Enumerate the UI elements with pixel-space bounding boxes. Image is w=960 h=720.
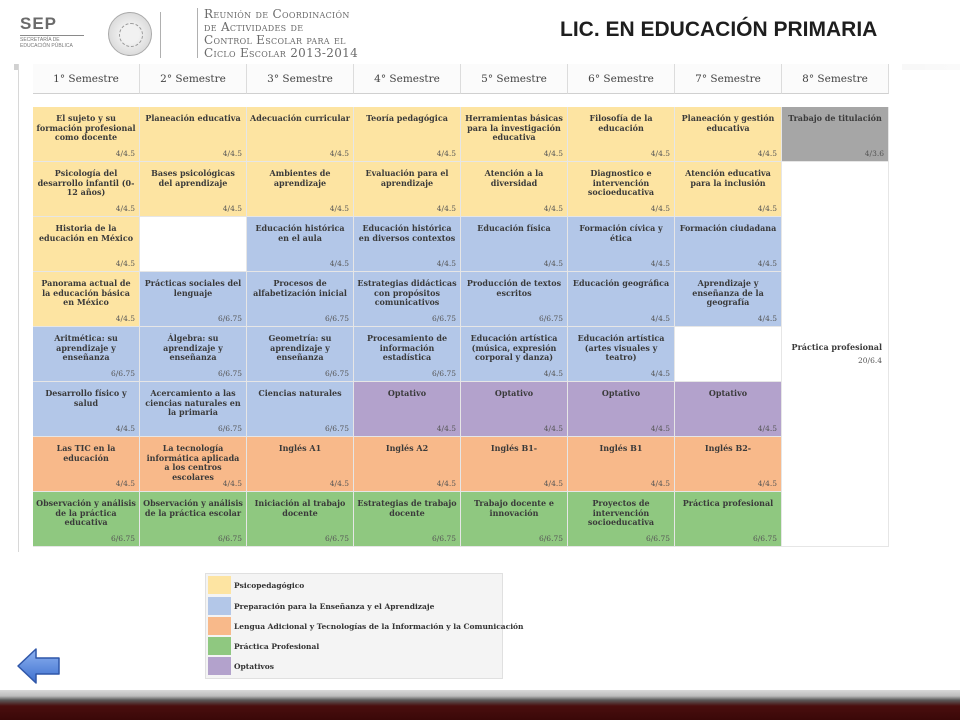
course-c6-4: [568, 272, 675, 327]
course-c6-8: [568, 492, 675, 547]
course-name: Filosofía de la educación: [589, 113, 653, 133]
course-credits: 4/4.5: [543, 478, 563, 488]
course-name: Geometría: su aprendizaje y enseñanza: [268, 333, 332, 362]
legend-label: Práctica Profesional: [234, 641, 320, 651]
course-name: Bases psicológicas del aprendizaje: [151, 168, 235, 188]
course-c2-5: [140, 327, 247, 382]
course-credits: 6/6.75: [325, 423, 349, 433]
program-title: LIC. EN EDUCACIÓN PRIMARIA: [560, 18, 878, 41]
course-c1-6: [33, 382, 140, 437]
semester-header-7: 7° Semestre: [675, 64, 782, 94]
course-credits: 6/6.75: [218, 533, 242, 543]
course-c2-6: [140, 382, 247, 437]
legend-item-prac: [208, 637, 500, 655]
course-credits: 6/6.75: [432, 533, 456, 543]
course-name: Panorama actual de la educación básica en México: [41, 278, 131, 307]
course-c3-4: [247, 272, 354, 327]
course-name: Observación y análisis de la práctica educativa: [36, 498, 136, 527]
sep-wordmark: SEP: [20, 14, 58, 33]
course-name: Optativo: [387, 388, 427, 398]
course-name: Planeación educativa: [145, 113, 241, 123]
course-credits: 4/4.5: [222, 203, 242, 213]
course-credits: 4/4.5: [757, 148, 777, 158]
course-name: Trabajo de titulación: [788, 113, 882, 123]
header-divider: [160, 12, 161, 58]
course-name: Inglés A1: [278, 443, 322, 453]
course-credits: 20/6.4: [858, 355, 882, 365]
course-c8-1: [782, 107, 889, 162]
semester-header-3: 3° Semestre: [247, 64, 354, 94]
meeting-title: Reunión de Coordinación de Actividades de Control Escolar para el Ciclo Escolar 2013-2014: [204, 7, 359, 60]
course-c3-6: [247, 382, 354, 437]
legend-swatch: [208, 637, 231, 655]
course-name: Educación física: [477, 223, 551, 233]
course-c1-1: [33, 107, 140, 162]
course-c8-2: [782, 162, 889, 547]
legend-label: Lengua Adicional y Tecnologías de la Información y la Comunicación: [234, 621, 524, 631]
course-credits: 4/4.5: [436, 478, 456, 488]
course-credits: 4/4.5: [543, 148, 563, 158]
course-credits: 4/4.5: [757, 203, 777, 213]
course-credits: 4/4.5: [543, 368, 563, 378]
course-c3-1: [247, 107, 354, 162]
legend-label: Optativos: [234, 661, 274, 671]
course-credits: 4/4.5: [543, 203, 563, 213]
course-c3-7: [247, 437, 354, 492]
header: [0, 0, 960, 64]
course-c5-2: [461, 162, 568, 217]
course-c2-1: [140, 107, 247, 162]
course-credits: 4/4.5: [329, 148, 349, 158]
legend-item-opt: [208, 657, 500, 675]
course-name: Desarrollo físico y salud: [45, 388, 127, 408]
course-name: Herramientas básicas para la investigación educativa: [465, 113, 563, 142]
course-credits: 4/4.5: [115, 148, 135, 158]
course-name: Acercamiento a las ciencias naturales en la primaria: [145, 388, 241, 417]
semester-header-2: 2° Semestre: [140, 64, 247, 94]
course-c1-3: [33, 217, 140, 272]
legend-item-prep: [208, 597, 500, 615]
course-c7-6: [675, 382, 782, 437]
course-name: Estrategias de trabajo docente: [357, 498, 457, 518]
course-credits: 6/6.75: [753, 533, 777, 543]
course-c2-8: [140, 492, 247, 547]
header-divider-2: [197, 8, 198, 58]
semester-header-5: 5° Semestre: [461, 64, 568, 94]
course-c2-2: [140, 162, 247, 217]
course-name: Aritmética: su aprendizaje y enseñanza: [54, 333, 118, 362]
course-name: Iniciación al trabajo docente: [254, 498, 346, 518]
course-c4-8: [354, 492, 461, 547]
footer-strip: [0, 690, 960, 720]
course-credits: 4/4.5: [436, 203, 456, 213]
course-c4-4: [354, 272, 461, 327]
course-name: Formación ciudadana: [679, 223, 777, 233]
course-name: Inglés A2: [385, 443, 429, 453]
course-credits: 4/4.5: [222, 148, 242, 158]
course-c2-7: [140, 437, 247, 492]
course-credits: 4/4.5: [543, 423, 563, 433]
course-credits: 4/4.5: [436, 258, 456, 268]
course-name: Producción de textos escritos: [466, 278, 562, 298]
course-c4-1: [354, 107, 461, 162]
course-name: Teoría pedagógica: [366, 113, 448, 123]
course-name: Observación y análisis de la práctica escolar: [143, 498, 243, 518]
course-c4-3: [354, 217, 461, 272]
legend-swatch: [208, 657, 231, 675]
sep-subtitle: SECRETARÍA DE EDUCACIÓN PÚBLICA: [20, 37, 73, 49]
course-name: Ciencias naturales: [258, 388, 342, 398]
course-name: El sujeto y su formación profesional como docente: [36, 113, 136, 142]
course-credits: 4/4.5: [436, 423, 456, 433]
course-credits: 6/6.75: [539, 313, 563, 323]
course-name: Educación histórica en diversos contextos: [358, 223, 456, 243]
course-c4-2: [354, 162, 461, 217]
course-credits: 4/4.5: [115, 478, 135, 488]
course-name: Procesamiento de información estadística: [366, 333, 448, 362]
course-name: Inglés B1-: [490, 443, 538, 453]
course-name: Aprendizaje y enseñanza de la geografía: [692, 278, 764, 307]
course-credits: 4/4.5: [329, 258, 349, 268]
course-name: Prácticas sociales del lenguaje: [144, 278, 242, 298]
course-credits: 4/4.5: [757, 423, 777, 433]
course-name: Estrategias didácticas con propósitos comunicativos: [357, 278, 457, 307]
course-c6-2: [568, 162, 675, 217]
course-credits: 4/4.5: [115, 258, 135, 268]
course-credits: 6/6.75: [218, 313, 242, 323]
course-credits: 4/4.5: [115, 423, 135, 433]
left-arrow-icon: [16, 646, 62, 686]
course-c6-7: [568, 437, 675, 492]
course-credits: 4/4.5: [650, 148, 670, 158]
course-name: Práctica profesional: [791, 342, 882, 352]
course-name: Ambientes de aprendizaje: [269, 168, 331, 188]
course-credits: 6/6.75: [539, 533, 563, 543]
course-name: Optativo: [708, 388, 748, 398]
course-c2-3: [140, 217, 247, 272]
course-credits: 4/4.5: [222, 478, 242, 488]
course-c2-4: [140, 272, 247, 327]
course-credits: 6/6.75: [111, 533, 135, 543]
course-c5-6: [461, 382, 568, 437]
legend-label: Preparación para la Enseñanza y el Aprendizaje: [234, 601, 435, 611]
course-credits: 4/4.5: [757, 313, 777, 323]
course-c1-7: [33, 437, 140, 492]
course-name: Proyectos de intervención socioeducativa: [587, 498, 655, 527]
course-name: Diagnostico e intervención socioeducativa: [587, 168, 655, 197]
sep-divider: [20, 35, 84, 36]
course-name: Álgebra: su aprendizaje y enseñanza: [163, 333, 223, 362]
course-credits: 4/4.5: [650, 423, 670, 433]
course-name: Educación artística (artes visuales y teatro): [577, 333, 665, 362]
course-name: Evaluación para el aprendizaje: [365, 168, 449, 188]
course-name: Educación histórica en el aula: [255, 223, 345, 243]
course-credits: 6/6.75: [325, 368, 349, 378]
course-credits: 4/4.5: [329, 203, 349, 213]
course-c5-4: [461, 272, 568, 327]
course-c5-3: [461, 217, 568, 272]
course-name: Inglés B2-: [704, 443, 752, 453]
course-credits: 4/4.5: [436, 148, 456, 158]
course-c5-8: [461, 492, 568, 547]
course-c7-7: [675, 437, 782, 492]
course-c3-5: [247, 327, 354, 382]
course-name: Adecuación curricular: [250, 113, 350, 123]
course-credits: 4/4.5: [650, 368, 670, 378]
course-credits: 6/6.75: [325, 313, 349, 323]
curriculum-grid: [18, 64, 902, 552]
course-c7-8: [675, 492, 782, 547]
legend-swatch: [208, 576, 231, 594]
course-c6-3: [568, 217, 675, 272]
course-name: Formación cívica y ética: [579, 223, 663, 243]
course-credits: 6/6.75: [646, 533, 670, 543]
course-name: Educación geográfica: [572, 278, 670, 288]
course-name: Las TIC en la educación: [56, 443, 116, 463]
course-c6-5: [568, 327, 675, 382]
course-c7-1: [675, 107, 782, 162]
semester-header-4: 4° Semestre: [354, 64, 461, 94]
course-c1-5: [33, 327, 140, 382]
course-name: Psicología del desarrollo infantil (0-12 años): [37, 168, 135, 197]
course-credits: 6/6.75: [432, 313, 456, 323]
course-credits: 4/4.5: [115, 203, 135, 213]
course-c7-4: [675, 272, 782, 327]
course-name: Atención a la diversidad: [484, 168, 544, 188]
course-c7-2: [675, 162, 782, 217]
course-name: Optativo: [601, 388, 641, 398]
course-c1-2: [33, 162, 140, 217]
course-credits: 4/3.6: [864, 148, 884, 158]
legend-label: Psicopedagógico: [234, 580, 305, 590]
course-c7-5: [675, 327, 782, 382]
course-name: Trabajo docente e innovación: [474, 498, 554, 518]
sep-logo: [20, 14, 92, 54]
course-c4-5: [354, 327, 461, 382]
course-credits: 4/4.5: [650, 478, 670, 488]
legend-swatch: [208, 597, 231, 615]
course-credits: 6/6.75: [218, 423, 242, 433]
course-c4-6: [354, 382, 461, 437]
course-c1-8: [33, 492, 140, 547]
course-credits: 4/4.5: [757, 478, 777, 488]
course-c6-6: [568, 382, 675, 437]
course-c6-1: [568, 107, 675, 162]
legend-item-psi: [208, 576, 500, 594]
course-c5-7: [461, 437, 568, 492]
course-c5-5: [461, 327, 568, 382]
legend: [205, 573, 524, 679]
legend-swatch: [208, 617, 231, 635]
course-credits: 6/6.75: [111, 368, 135, 378]
course-name: Historia de la educación en México: [38, 223, 134, 243]
back-button[interactable]: [16, 646, 62, 686]
semester-header-8: 8° Semestre: [782, 64, 889, 94]
course-credits: 4/4.5: [329, 478, 349, 488]
course-c3-2: [247, 162, 354, 217]
course-c5-1: [461, 107, 568, 162]
course-c3-3: [247, 217, 354, 272]
course-credits: 6/6.75: [432, 368, 456, 378]
course-c7-3: [675, 217, 782, 272]
course-name: Planeación y gestión educativa: [681, 113, 775, 133]
semester-header-6: 6° Semestre: [568, 64, 675, 94]
course-credits: 4/4.5: [543, 258, 563, 268]
course-c4-7: [354, 437, 461, 492]
course-name: Inglés B1: [599, 443, 643, 453]
course-name: Optativo: [494, 388, 534, 398]
semester-header-1: 1° Semestre: [33, 64, 140, 94]
course-credits: 6/6.75: [325, 533, 349, 543]
course-c1-4: [33, 272, 140, 327]
course-credits: 6/6.75: [218, 368, 242, 378]
course-c3-8: [247, 492, 354, 547]
course-credits: 4/4.5: [757, 258, 777, 268]
course-name: Práctica profesional: [682, 498, 774, 508]
course-name: Atención educativa para la inclusión: [685, 168, 771, 188]
course-credits: 4/4.5: [650, 203, 670, 213]
course-name: La tecnología informática aplicada a los centros escolares: [146, 443, 240, 482]
course-credits: 4/4.5: [115, 313, 135, 323]
course-name: Procesos de alfabetización inicial: [253, 278, 347, 298]
national-seal-icon: [108, 12, 152, 56]
course-credits: 4/4.5: [650, 258, 670, 268]
course-credits: 4/4.5: [650, 313, 670, 323]
legend-item-len: [208, 617, 524, 635]
course-name: Educación artística (música, expresión corporal y danza): [470, 333, 558, 362]
